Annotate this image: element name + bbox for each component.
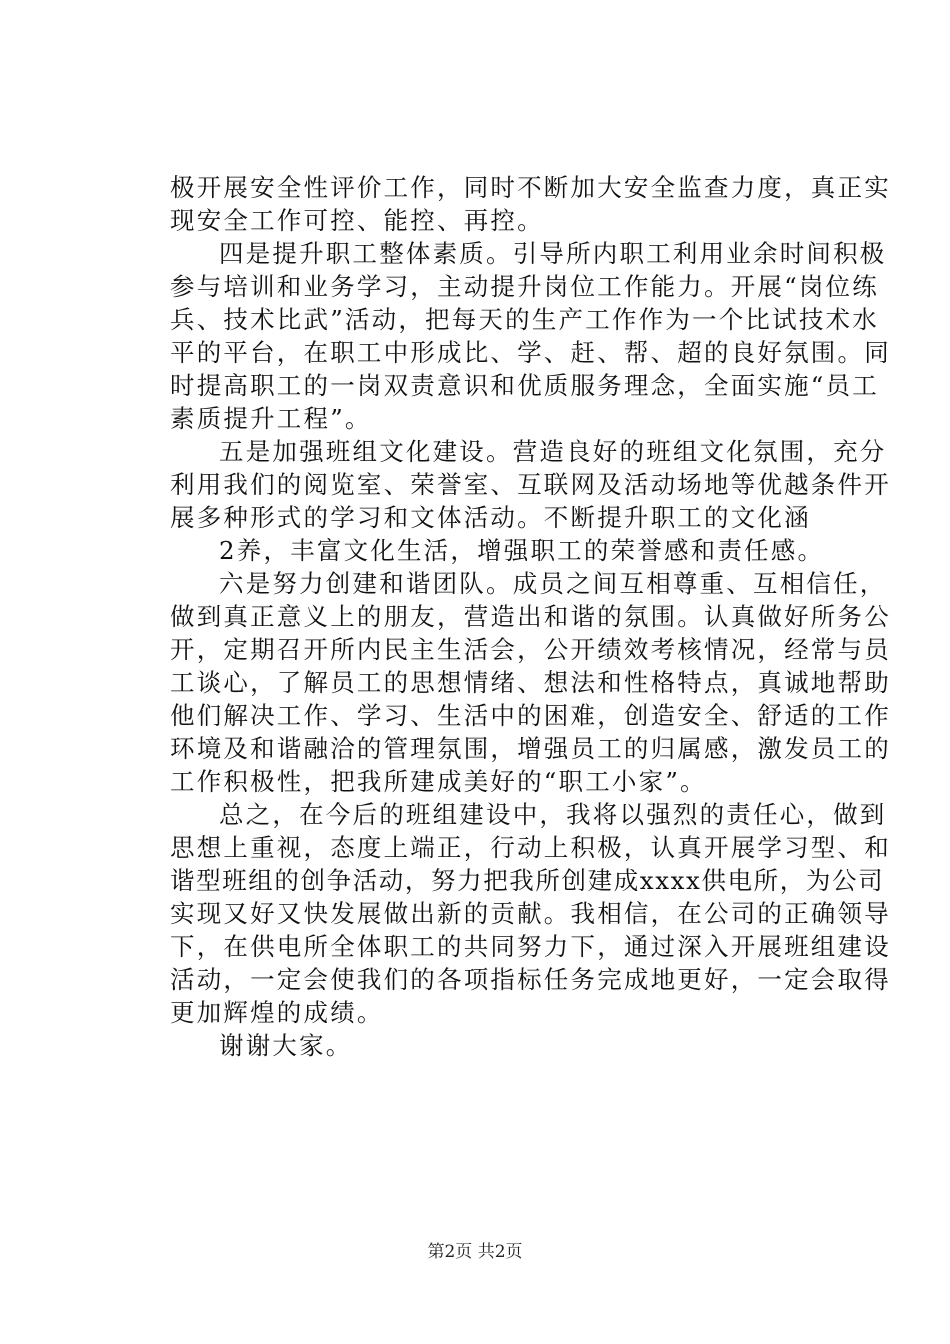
text-line: 兵、技术比武”活动，把每天的生产工作作为一个比试技术水 <box>170 305 879 334</box>
text-line: 现安全工作可控、能控、再控。 <box>170 206 544 235</box>
text-line: 参与培训和业务学习，主动提升岗位工作能力。开展“岗位练 <box>170 272 879 301</box>
text-line: 思想上重视，态度上端正，行动上积极，认真开展学习型、和 <box>170 833 891 862</box>
text-line: 开，定期召开所内民主生活会，公开绩效考核情况，经常与员 <box>170 635 891 664</box>
text-line: 五是加强班组文化建设。营造良好的班组文化氛围，充分 <box>219 437 887 466</box>
text-line: 2养，丰富文化生活，增强职工的荣誉感和责任感。 <box>219 536 825 565</box>
text-line: 总之，在今后的班组建设中，我将以强烈的责任心，做到 <box>219 800 887 829</box>
text-line: 实现又好又快发展做出新的贡献。我相信，在公司的正确领导 <box>170 899 891 928</box>
text-line: 工谈心，了解员工的思想情绪、想法和性格特点，真诚地帮助 <box>170 668 891 697</box>
text-line: 展多种形式的学习和文体活动。不断提升职工的文化涵 <box>170 503 811 532</box>
text-line: 素质提升工程”。 <box>170 404 372 433</box>
text-line: 更加辉煌的成绩。 <box>170 998 384 1027</box>
text-line: 下，在供电所全体职工的共同努力下，通过深入开展班组建设 <box>170 932 891 961</box>
text-line: 活动，一定会使我们的各项指标任务完成地更好，一定会取得 <box>170 965 891 994</box>
text-line: 做到真正意义上的朋友，营造出和谐的氛围。认真做好所务公 <box>170 602 891 631</box>
text-line: 他们解决工作、学习、生活中的困难，创造安全、舒适的工作 <box>170 701 891 730</box>
text-line: 工作积极性，把我所建成美好的“职工小家”。 <box>170 767 707 796</box>
text-line: 利用我们的阅览室、荣誉室、互联网及活动场地等优越条件开 <box>170 470 891 499</box>
text-line: 四是提升职工整体素质。引导所内职工利用业余时间积极 <box>219 239 887 268</box>
page-number-footer: 第2页 共2页 <box>427 1242 523 1262</box>
text-line: 谐型班组的创争活动，努力把我所创建成xxxx供电所，为公司 <box>170 866 885 895</box>
text-line: 六是努力创建和谐团队。成员之间互相尊重、互相信任， <box>219 569 887 598</box>
text-line: 谢谢大家。 <box>219 1031 353 1060</box>
text-line: 平的平台，在职工中形成比、学、赶、帮、超的良好氛围。同 <box>170 338 891 367</box>
text-line: 极开展安全性评价工作，同时不断加大安全监查力度，真正实 <box>170 173 891 202</box>
text-line: 环境及和谐融洽的管理氛围，增强员工的归属感，激发员工的 <box>170 734 891 763</box>
text-line: 时提高职工的一岗双责意识和优质服务理念，全面实施“员工 <box>170 371 879 400</box>
document-body <box>170 171 891 1062</box>
